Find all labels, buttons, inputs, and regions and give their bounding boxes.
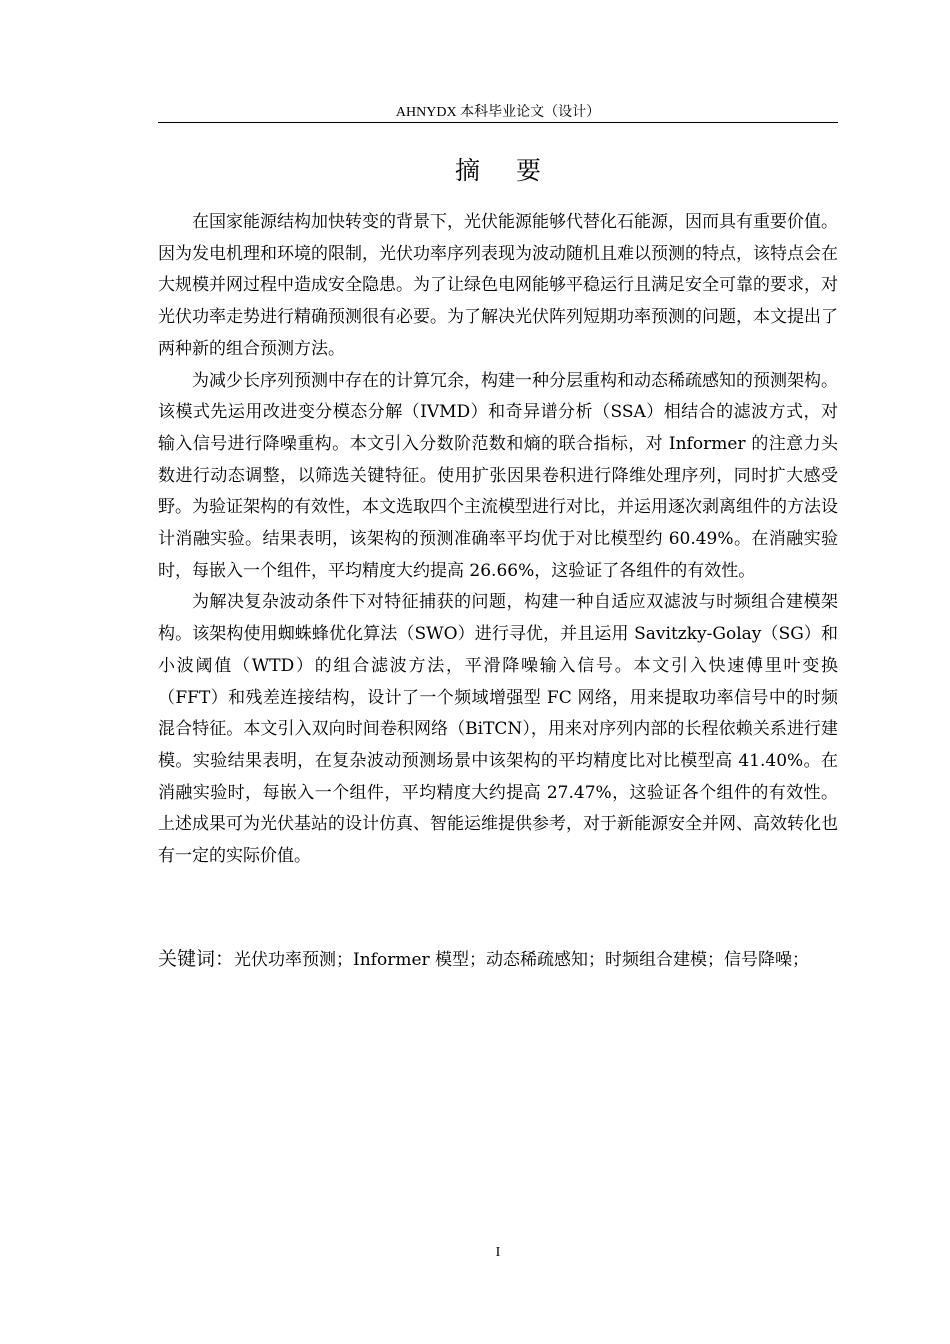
abstract-title: 摘 要 (455, 156, 555, 185)
page-number: I (495, 1245, 501, 1260)
running-header: AHNYDX 本科毕业论文（设计） (395, 105, 601, 120)
abstract-paragraph: 在国家能源结构加快转变的背景下，光伏能源能够代替化石能源，因而具有重要价值。因为发电机理和环境的限制，光伏功率序列表现为波动随机且难以预测的特点，该特点会在大规模并网过程中造成安全隐患。为了让绿色电网能够平稳运行且满足安全可靠的要求，对光伏功率走势进行精确预测很有必要。为了解决光伏阵列短期功率预测的问题，本文提出了两种新的组合预测方法。 (158, 212, 838, 359)
abstract-paragraph: 为减少长序列预测中存在的计算冗余，构建一种分层重构和动态稀疏感知的预测架构。该模式先运用改进变分模态分解（IVMD）和奇异谱分析（SSA）相结合的滤波方式，对输入信号进行降噪重构。本文引入分数阶范数和熵的联合指标，对 Informer 的注意力头数进行动态调整，以筛选关键特征。使用扩张因果卷积进行降维处理序列，同时扩大感受野。为验证架构的有效性，本文选取四个主流模型进行对比，并运用逐次剥离组件的方法设计消融实验。结果表明，该架构的预测准确率平均优于对比模型约 60.49%。在消融实验时，每嵌入一个组件，平均精度大约提高 26.66%，这验证了各组件的有效性。 (158, 370, 838, 581)
keywords-section (158, 944, 838, 975)
keywords-label: 关键词： (158, 948, 235, 970)
abstract-body (158, 207, 838, 873)
abstract-paragraph: 为解决复杂波动条件下对特征捕获的问题，构建一种自适应双滤波与时频组合建模架构。该架构使用蜘蛛蜂优化算法（SWO）进行寻优，并且运用 Savitzky-Golay（SG）和小波阈值（WTD）的组合滤波方法，平滑降噪输入信号。本文引入快速傅里叶变换（FFT）和残差连接结构，设计了一个频域增强型 FC 网络，用来提取功率信号中的时频混合特征。本文引入双向时间卷积网络（BiTCN），用来对序列内部的长程依赖关系进行建模。实验结果表明，在复杂波动预测场景中该架构的平均精度比对比模型高 41.40%。在消融实验时，每嵌入一个组件，平均精度大约提高 27.47%，这验证各个组件的有效性。上述成果可为光伏基站的设计仿真、智能运维提供参考，对于新能源安全并网、高效转化也有一定的实际价值。 (158, 592, 838, 867)
keywords-text: 光伏功率预测；Informer 模型；动态稀疏感知；时频组合建模；信号降噪； (234, 950, 810, 970)
header-divider (158, 122, 838, 123)
